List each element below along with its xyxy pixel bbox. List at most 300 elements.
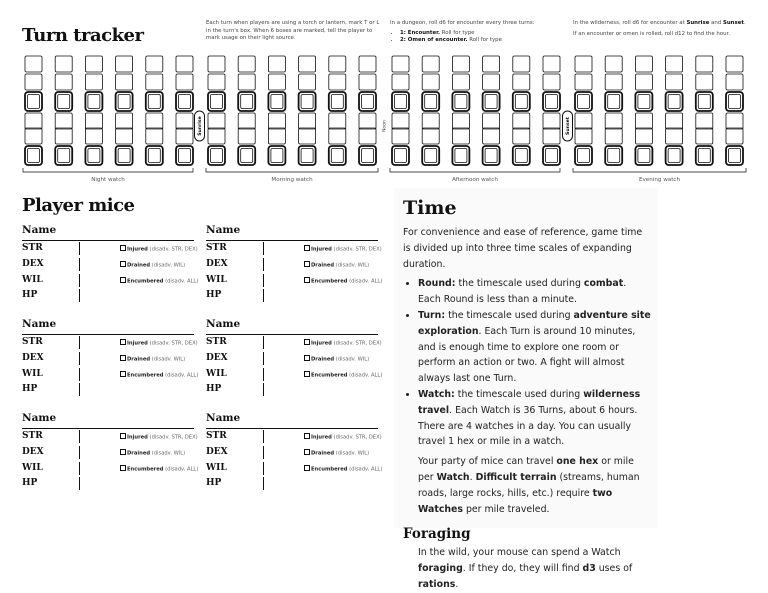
turn-box-inner bbox=[88, 95, 100, 109]
turn-box-inner bbox=[698, 149, 710, 163]
turn-box[interactable] bbox=[25, 128, 42, 144]
turn-box[interactable] bbox=[176, 113, 193, 129]
condition-injured[interactable] bbox=[304, 433, 382, 441]
condition-encumbered[interactable] bbox=[304, 465, 382, 473]
condition-checkbox[interactable] bbox=[120, 339, 126, 345]
round-label: Round: bbox=[418, 278, 456, 290]
watch-bracket bbox=[206, 168, 378, 172]
condition-drained[interactable] bbox=[304, 449, 369, 457]
stat-label-str: STR bbox=[22, 243, 43, 253]
turn-box[interactable] bbox=[696, 128, 713, 144]
condition-detail: (disadv. STR, DEX) bbox=[333, 340, 382, 347]
turn-box-inner bbox=[608, 149, 620, 163]
turn-box[interactable] bbox=[575, 74, 592, 90]
sunrise-marker-label: Sunrise bbox=[198, 116, 203, 136]
stat-value-field-dex[interactable] bbox=[263, 258, 264, 271]
stat-value-field-str[interactable] bbox=[79, 242, 80, 255]
condition-encumbered[interactable] bbox=[120, 277, 198, 285]
mouse-name-label: Name bbox=[22, 318, 57, 330]
turn-box-inner bbox=[241, 95, 253, 109]
turn-box[interactable] bbox=[55, 113, 72, 129]
turn-box-inner bbox=[271, 95, 283, 109]
turn-box[interactable] bbox=[146, 56, 163, 72]
stat-label-dex: DEX bbox=[206, 353, 228, 363]
stat-value-field-dex[interactable] bbox=[263, 446, 264, 459]
condition-detail: (disadv. WIL) bbox=[335, 262, 370, 269]
foraging-bold-2: d3 bbox=[582, 563, 596, 575]
turn-box[interactable] bbox=[726, 113, 743, 129]
turn-box[interactable] bbox=[452, 56, 469, 72]
watch-bold: wilderness travel bbox=[418, 388, 641, 416]
travel-dot: . bbox=[469, 471, 476, 483]
turn-box-inner bbox=[28, 149, 40, 163]
turn-box[interactable] bbox=[268, 128, 285, 144]
condition-checkbox[interactable] bbox=[304, 339, 310, 345]
condition-detail: (disadv. ALL) bbox=[349, 278, 383, 285]
turn-box[interactable] bbox=[208, 128, 225, 144]
foraging-mid: . If they do, they will find bbox=[462, 563, 583, 575]
turn-box[interactable] bbox=[513, 113, 530, 129]
condition-injured[interactable] bbox=[120, 339, 198, 347]
turn-box[interactable] bbox=[422, 113, 439, 129]
condition-detail: (disadv. WIL) bbox=[335, 356, 370, 363]
turn-box[interactable] bbox=[483, 56, 500, 72]
stat-value-field-dex[interactable] bbox=[79, 258, 80, 271]
turn-box[interactable] bbox=[85, 56, 102, 72]
stat-label-wil: WIL bbox=[206, 275, 227, 285]
stat-value-field-hp[interactable] bbox=[263, 289, 264, 302]
turn-box-inner bbox=[118, 95, 130, 109]
stat-value-field-hp[interactable] bbox=[263, 383, 264, 396]
turn-box[interactable] bbox=[635, 56, 652, 72]
turn-box[interactable] bbox=[696, 113, 713, 129]
condition-checkbox[interactable] bbox=[304, 245, 310, 251]
turn-box[interactable] bbox=[329, 128, 346, 144]
turn-box[interactable] bbox=[55, 56, 72, 72]
turn-box[interactable] bbox=[85, 128, 102, 144]
stat-value-field-wil[interactable] bbox=[79, 462, 80, 475]
watch-post: . Each Watch is 36 Turns, about 6 hours. There are 4 watches in a day. You can usually travel 1 hex or mile in a watch. bbox=[418, 404, 638, 448]
turn-box[interactable] bbox=[392, 74, 409, 90]
turn-box[interactable] bbox=[605, 74, 622, 90]
mouse-name-field[interactable] bbox=[206, 240, 378, 241]
dungeon-rule-1-text: Roll for type bbox=[440, 29, 475, 36]
condition-label: Injured bbox=[127, 340, 148, 347]
time-section bbox=[403, 197, 651, 593]
stat-label-dex: DEX bbox=[206, 447, 228, 457]
turn-box-inner bbox=[455, 149, 467, 163]
condition-checkbox[interactable] bbox=[304, 355, 310, 361]
turn-box[interactable] bbox=[55, 128, 72, 144]
turn-box[interactable] bbox=[575, 128, 592, 144]
condition-label: Encumbered bbox=[311, 278, 348, 285]
turn-box[interactable] bbox=[575, 56, 592, 72]
turn-box-inner bbox=[148, 149, 160, 163]
turn-box[interactable] bbox=[483, 128, 500, 144]
turn-box-inner bbox=[211, 149, 223, 163]
stat-label-str: STR bbox=[206, 431, 227, 441]
round-post: . Each Round is less than a minute. bbox=[418, 278, 627, 306]
condition-label: Drained bbox=[311, 262, 335, 269]
turn-box-inner bbox=[455, 95, 467, 109]
turn-box-inner bbox=[395, 95, 407, 109]
turn-box[interactable] bbox=[268, 113, 285, 129]
turn-box[interactable] bbox=[329, 113, 346, 129]
condition-detail: (disadv. STR, DEX) bbox=[149, 434, 198, 441]
condition-label: Encumbered bbox=[311, 466, 348, 473]
condition-detail: (disadv. WIL) bbox=[151, 450, 186, 457]
round-pre: the timescale used during bbox=[455, 278, 584, 290]
turn-box[interactable] bbox=[85, 113, 102, 129]
lantern-note: Each turn when players are using a torch or lantern, mark T or L in the turn's box. When 6 boxes are marked, tell the player to mark usage on their light source. bbox=[206, 20, 380, 42]
condition-label: Injured bbox=[127, 246, 148, 253]
condition-encumbered[interactable] bbox=[120, 465, 198, 473]
foraging-pre: In the wild, your mouse can spend a Watch bbox=[418, 547, 621, 559]
turn-box[interactable] bbox=[513, 56, 530, 72]
turn-box-inner bbox=[546, 149, 558, 163]
turn-box-inner bbox=[28, 95, 40, 109]
turn-box[interactable] bbox=[25, 56, 42, 72]
noon-marker: Noon bbox=[382, 120, 388, 132]
turn-box[interactable] bbox=[392, 56, 409, 72]
condition-detail: (disadv. ALL) bbox=[165, 278, 199, 285]
mouse-name-label: Name bbox=[206, 318, 241, 330]
turn-box[interactable] bbox=[329, 56, 346, 72]
mouse-name-field[interactable] bbox=[22, 334, 194, 335]
mouse-name-field[interactable] bbox=[206, 334, 378, 335]
turn-rule bbox=[418, 308, 651, 387]
stat-label-wil: WIL bbox=[206, 463, 227, 473]
travel-bold-1: one hex bbox=[556, 456, 599, 468]
turn-box-inner bbox=[88, 149, 100, 163]
turn-box[interactable] bbox=[422, 74, 439, 90]
stat-label-hp: HP bbox=[206, 290, 222, 300]
wild-pre: In the wilderness, roll d6 for encounter at bbox=[573, 20, 687, 26]
condition-detail: (disadv. STR, DEX) bbox=[149, 340, 198, 347]
turn-box[interactable] bbox=[116, 74, 133, 90]
turn-box-inner bbox=[362, 149, 374, 163]
stat-value-field-dex[interactable] bbox=[263, 352, 264, 365]
condition-label: Drained bbox=[127, 450, 151, 457]
watch-bracket bbox=[390, 168, 560, 172]
turn-box[interactable] bbox=[543, 113, 560, 129]
condition-checkbox[interactable] bbox=[304, 449, 310, 455]
foraging-mid-2: uses of bbox=[595, 563, 633, 575]
travel-bold-2: Watch bbox=[436, 471, 470, 483]
turn-box[interactable] bbox=[666, 56, 683, 72]
stat-value-field-wil[interactable] bbox=[79, 368, 80, 381]
turn-box[interactable] bbox=[176, 74, 193, 90]
turn-box[interactable] bbox=[176, 56, 193, 72]
turn-box[interactable] bbox=[575, 113, 592, 129]
turn-box[interactable] bbox=[422, 56, 439, 72]
stat-value-field-wil[interactable] bbox=[263, 274, 264, 287]
watch-label: Afternoon watch bbox=[452, 177, 498, 183]
stat-value-field-str[interactable] bbox=[263, 242, 264, 255]
travel-post: per mile traveled. bbox=[462, 503, 550, 515]
condition-checkbox[interactable] bbox=[304, 465, 310, 471]
stat-value-field-wil[interactable] bbox=[79, 274, 80, 287]
turn-box-inner bbox=[331, 149, 343, 163]
turn-box-inner bbox=[578, 149, 590, 163]
turn-box[interactable] bbox=[543, 128, 560, 144]
turn-box[interactable] bbox=[635, 113, 652, 129]
stat-value-field-hp[interactable] bbox=[79, 289, 80, 302]
mouse-name-field[interactable] bbox=[22, 428, 194, 429]
condition-label: Injured bbox=[311, 340, 332, 347]
condition-drained[interactable] bbox=[304, 355, 369, 363]
turn-box-inner bbox=[485, 95, 497, 109]
turn-box[interactable] bbox=[146, 128, 163, 144]
condition-label: Injured bbox=[311, 434, 332, 441]
turn-box[interactable] bbox=[299, 56, 316, 72]
stat-value-field-dex[interactable] bbox=[79, 446, 80, 459]
stat-label-wil: WIL bbox=[206, 369, 227, 379]
stat-value-field-str[interactable] bbox=[263, 430, 264, 443]
turn-box[interactable] bbox=[513, 74, 530, 90]
turn-box[interactable] bbox=[299, 128, 316, 144]
condition-label: Drained bbox=[127, 356, 151, 363]
turn-box[interactable] bbox=[359, 74, 376, 90]
condition-drained[interactable] bbox=[304, 261, 369, 269]
mouse-name-field[interactable] bbox=[206, 428, 378, 429]
condition-checkbox[interactable] bbox=[304, 261, 310, 267]
turn-box-inner bbox=[58, 149, 70, 163]
condition-drained[interactable] bbox=[120, 449, 185, 457]
condition-encumbered[interactable] bbox=[304, 277, 382, 285]
stat-label-hp: HP bbox=[206, 384, 222, 394]
stat-value-field-hp[interactable] bbox=[263, 477, 264, 490]
travel-pre: Your party of mice can travel bbox=[418, 456, 557, 468]
condition-checkbox[interactable] bbox=[120, 465, 126, 471]
stat-value-field-str[interactable] bbox=[263, 336, 264, 349]
turn-box[interactable] bbox=[605, 113, 622, 129]
turn-box[interactable] bbox=[146, 113, 163, 129]
turn-box[interactable] bbox=[726, 56, 743, 72]
turn-box[interactable] bbox=[268, 56, 285, 72]
turn-box[interactable] bbox=[452, 74, 469, 90]
condition-checkbox[interactable] bbox=[120, 261, 126, 267]
stat-label-str: STR bbox=[22, 431, 43, 441]
turn-box[interactable] bbox=[696, 56, 713, 72]
condition-injured[interactable] bbox=[120, 433, 198, 441]
foraging-bold-3: rations bbox=[418, 578, 456, 590]
turn-box[interactable] bbox=[85, 74, 102, 90]
turn-box[interactable] bbox=[422, 128, 439, 144]
wild-post: . bbox=[743, 20, 746, 26]
condition-detail: (disadv. ALL) bbox=[165, 372, 199, 379]
turn-box[interactable] bbox=[238, 56, 255, 72]
condition-injured[interactable] bbox=[120, 245, 198, 253]
turn-label: Turn: bbox=[418, 309, 446, 321]
stat-label-hp: HP bbox=[22, 478, 38, 488]
turn-tracker-grid bbox=[0, 0, 768, 190]
time-intro: For convenience and ease of reference, game time is divided up into three time scales of expanding duration. bbox=[403, 227, 643, 270]
mouse-name-label: Name bbox=[22, 224, 57, 236]
turn-box[interactable] bbox=[238, 113, 255, 129]
turn-box[interactable] bbox=[635, 128, 652, 144]
dungeon-note-intro: In a dungeon, roll d6 for encounter every three turns: bbox=[390, 20, 535, 26]
wilderness-note-line2: If an encounter or omen is rolled, roll d12 to find the hour. bbox=[573, 30, 730, 37]
travel-mid: or mile per bbox=[418, 456, 634, 483]
condition-label: Injured bbox=[311, 246, 332, 253]
stat-label-dex: DEX bbox=[22, 353, 44, 363]
stat-label-dex: DEX bbox=[22, 259, 44, 269]
turn-box[interactable] bbox=[299, 74, 316, 90]
condition-injured[interactable] bbox=[304, 245, 382, 253]
condition-label: Encumbered bbox=[311, 372, 348, 379]
turn-box-inner bbox=[668, 149, 680, 163]
turn-box[interactable] bbox=[605, 56, 622, 72]
turn-box[interactable] bbox=[696, 74, 713, 90]
turn-box[interactable] bbox=[543, 74, 560, 90]
condition-label: Drained bbox=[311, 450, 335, 457]
turn-box-inner bbox=[638, 149, 650, 163]
turn-box[interactable] bbox=[392, 128, 409, 144]
turn-box[interactable] bbox=[116, 56, 133, 72]
stat-value-field-str[interactable] bbox=[79, 430, 80, 443]
turn-box-inner bbox=[148, 95, 160, 109]
turn-box[interactable] bbox=[146, 74, 163, 90]
condition-detail: (disadv. STR, DEX) bbox=[333, 246, 382, 253]
condition-encumbered[interactable] bbox=[120, 371, 198, 379]
turn-pre: the timescale used during bbox=[445, 309, 574, 321]
turn-box[interactable] bbox=[666, 113, 683, 129]
condition-detail: (disadv. ALL) bbox=[165, 466, 199, 473]
turn-box[interactable] bbox=[392, 113, 409, 129]
turn-box[interactable] bbox=[25, 74, 42, 90]
watch-label: Watch: bbox=[418, 388, 455, 400]
condition-checkbox[interactable] bbox=[120, 245, 126, 251]
turn-box[interactable] bbox=[116, 128, 133, 144]
condition-checkbox[interactable] bbox=[120, 433, 126, 439]
turn-box[interactable] bbox=[513, 128, 530, 144]
condition-checkbox[interactable] bbox=[120, 449, 126, 455]
stat-label-str: STR bbox=[206, 243, 227, 253]
turn-box[interactable] bbox=[543, 56, 560, 72]
condition-label: Encumbered bbox=[127, 466, 164, 473]
turn-box[interactable] bbox=[359, 113, 376, 129]
condition-checkbox[interactable] bbox=[120, 277, 126, 283]
stat-label-hp: HP bbox=[22, 384, 38, 394]
turn-box[interactable] bbox=[55, 74, 72, 90]
stat-label-wil: WIL bbox=[22, 369, 43, 379]
condition-label: Injured bbox=[127, 434, 148, 441]
watch-pre: the timescale used during bbox=[454, 388, 584, 400]
turn-box[interactable] bbox=[635, 74, 652, 90]
turn-box[interactable] bbox=[176, 128, 193, 144]
turn-box-inner bbox=[515, 95, 527, 109]
turn-box-inner bbox=[241, 149, 253, 163]
turn-box[interactable] bbox=[605, 128, 622, 144]
turn-box[interactable] bbox=[116, 113, 133, 129]
turn-box[interactable] bbox=[208, 56, 225, 72]
turn-box[interactable] bbox=[238, 128, 255, 144]
watch-label: Night watch bbox=[91, 177, 125, 183]
time-title: Time bbox=[403, 197, 457, 219]
mouse-name-label: Name bbox=[206, 412, 241, 424]
turn-box[interactable] bbox=[329, 74, 346, 90]
condition-detail: (disadv. WIL) bbox=[151, 262, 186, 269]
wild-sunrise: Sunrise bbox=[686, 20, 710, 26]
turn-box[interactable] bbox=[666, 128, 683, 144]
dungeon-rule-2-text: Roll for type bbox=[467, 37, 502, 44]
turn-box[interactable] bbox=[268, 74, 285, 90]
condition-label: Drained bbox=[127, 262, 151, 269]
turn-box-inner bbox=[698, 95, 710, 109]
stat-label-str: STR bbox=[206, 337, 227, 347]
stat-label-wil: WIL bbox=[22, 275, 43, 285]
stat-value-field-wil[interactable] bbox=[263, 368, 264, 381]
condition-checkbox[interactable] bbox=[304, 277, 310, 283]
condition-label: Encumbered bbox=[127, 278, 164, 285]
foraging-bold: foraging bbox=[418, 563, 463, 575]
condition-injured[interactable] bbox=[304, 339, 382, 347]
stat-value-field-str[interactable] bbox=[79, 336, 80, 349]
condition-checkbox[interactable] bbox=[120, 355, 126, 361]
sunset-marker-label: Sunset bbox=[566, 117, 571, 135]
turn-box[interactable] bbox=[359, 128, 376, 144]
turn-box[interactable] bbox=[726, 74, 743, 90]
condition-checkbox[interactable] bbox=[304, 371, 310, 377]
turn-box-inner bbox=[301, 149, 313, 163]
stat-value-field-dex[interactable] bbox=[79, 352, 80, 365]
condition-checkbox[interactable] bbox=[120, 371, 126, 377]
watch-label: Morning watch bbox=[271, 177, 313, 183]
condition-drained[interactable] bbox=[120, 261, 185, 269]
turn-box[interactable] bbox=[208, 113, 225, 129]
turn-box-inner bbox=[271, 149, 283, 163]
watch-bracket bbox=[573, 168, 746, 172]
turn-box[interactable] bbox=[359, 56, 376, 72]
turn-box-inner bbox=[58, 95, 70, 109]
turn-box-inner bbox=[118, 149, 130, 163]
turn-box[interactable] bbox=[666, 74, 683, 90]
turn-box-inner bbox=[729, 95, 741, 109]
turn-box-inner bbox=[608, 95, 620, 109]
turn-box-inner bbox=[485, 149, 497, 163]
turn-box[interactable] bbox=[299, 113, 316, 129]
turn-box[interactable] bbox=[483, 113, 500, 129]
turn-box-inner bbox=[179, 149, 191, 163]
travel-mid-2: (streams, human roads, large rocks, hills, etc.) require bbox=[418, 471, 640, 499]
stat-label-dex: DEX bbox=[206, 259, 228, 269]
condition-detail: (disadv. STR, DEX) bbox=[333, 434, 382, 441]
stat-value-field-wil[interactable] bbox=[263, 462, 264, 475]
turn-box[interactable] bbox=[452, 128, 469, 144]
turn-box-inner bbox=[362, 95, 374, 109]
turn-box[interactable] bbox=[483, 74, 500, 90]
condition-encumbered[interactable] bbox=[304, 371, 382, 379]
condition-detail: (disadv. STR, DEX) bbox=[149, 246, 198, 253]
stat-value-field-hp[interactable] bbox=[79, 477, 80, 490]
dungeon-rule-2-bold: 2: Omen of encounter. bbox=[400, 37, 468, 44]
turn-box-inner bbox=[668, 95, 680, 109]
turn-box-inner bbox=[301, 95, 313, 109]
stat-label-wil: WIL bbox=[22, 463, 43, 473]
turn-box[interactable] bbox=[238, 74, 255, 90]
turn-box[interactable] bbox=[726, 128, 743, 144]
watch-rule bbox=[418, 387, 651, 450]
turn-box[interactable] bbox=[208, 74, 225, 90]
mouse-name-field[interactable] bbox=[22, 240, 194, 241]
turn-box-inner bbox=[425, 149, 437, 163]
turn-box[interactable] bbox=[25, 113, 42, 129]
stat-value-field-hp[interactable] bbox=[79, 383, 80, 396]
condition-checkbox[interactable] bbox=[304, 433, 310, 439]
turn-box[interactable] bbox=[452, 113, 469, 129]
condition-drained[interactable] bbox=[120, 355, 185, 363]
